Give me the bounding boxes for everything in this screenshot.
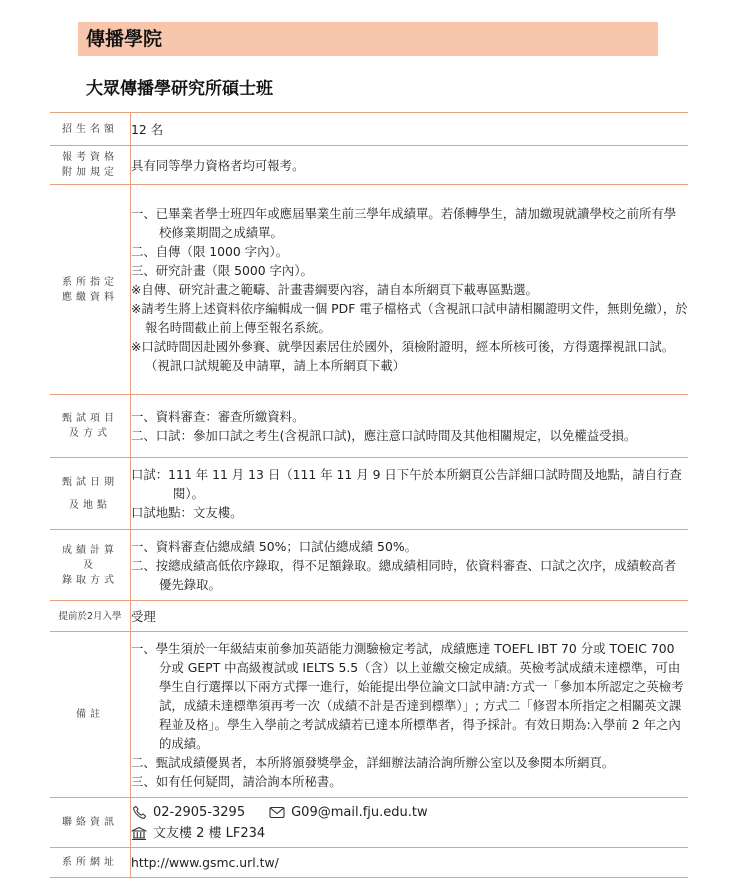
row-extra-requirements xyxy=(50,146,688,185)
note-item: 一、學生須於一年級結束前參加英語能力測驗檢定考試，成績應達 TOEFL IBT 70 分或 TOEIC 700 分或 GEPT 中高級複試或 IELTS 5.5（含）以上並繳交檢定成績。英檢考試成績未達標準，可由學生自行選擇以下兩方式擇一進行，始能提出學位論文口試申請:方式一「參加本所認定之英檢考試，成績未達標準須再考一次（成績不計是否達到標準）」; 方式二「修習本所指定之相關英文課程並及格」。學生入學前之考試成績若已達本所標準者，得予採計。有效日期為:入學前 2 年之內的成績。 xyxy=(131,640,684,751)
contact-phone[interactable]: 02-2905-3295 xyxy=(153,804,246,820)
row-notes xyxy=(50,632,688,798)
row-required-documents xyxy=(50,185,688,395)
contact-line-1 xyxy=(131,802,688,823)
value-exam-date xyxy=(131,458,689,530)
label-contact: 聯絡資訊 xyxy=(50,798,131,848)
exam-item: 一、資料審查：審查所繳資料。 xyxy=(131,409,305,424)
value-scoring xyxy=(131,530,689,601)
row-early-admission xyxy=(50,601,688,632)
contact-email[interactable]: G09@mail.fju.edu.tw xyxy=(291,804,428,820)
doc-item: 二、自傳（限 1000 字內）。 xyxy=(131,244,289,259)
label-required-documents: 系所指定 應繳資料 xyxy=(50,185,131,395)
note-item: 二、甄試成績優異者，本所將頒發獎學金，詳細辦法請洽詢所辦公室以及參閱本所網頁。 xyxy=(131,754,615,770)
note-item: 三、如有任何疑問，請洽詢本所秘書。 xyxy=(131,773,342,789)
label-quota: 招生名額 xyxy=(50,113,131,146)
phone-icon xyxy=(131,804,147,820)
doc-item: 一、已畢業者學士班四年或應屆畢業生前三學年成績單。若係轉學生，請加繳現就讀學校之前所有學校修業期間之成績單。 xyxy=(131,206,677,240)
exam-date-line: 口試：111 年 11 月 13 日（111 年 11 月 9 日下午於本所網頁公告詳細口試時間及地點，請自行查閱）。 xyxy=(131,467,682,501)
row-website xyxy=(50,848,688,878)
contact-line-2 xyxy=(131,823,688,844)
exam-location-line: 口試地點：文友樓。 xyxy=(131,505,243,520)
email-icon xyxy=(269,804,285,820)
building-icon xyxy=(131,825,147,841)
value-contact xyxy=(131,798,689,848)
label-website: 系所網址 xyxy=(50,848,131,878)
label-notes: 備註 xyxy=(50,632,131,798)
doc-item: ※請考生將上述資料依序編輯成一個 PDF 電子檔格式（含視訊口試申請相關證明文件，無則免繳），於報名時間截止前上傳至報名系統。 xyxy=(131,301,688,335)
row-quota xyxy=(50,113,688,146)
college-header: 傳播學院 xyxy=(78,22,658,56)
value-notes xyxy=(131,632,689,798)
doc-item: ※自傳、研究計畫之範疇、計畫書綱要內容，請自本所網頁下載專區點選。 xyxy=(131,282,538,297)
exam-item: 二、口試：參加口試之考生(含視訊口試)，應注意口試時間及其他相關規定，以免權益受損。 xyxy=(131,428,637,443)
doc-item: ※口試時間因赴國外參賽、就學因素居住於國外，須檢附證明，經本所核可後，方得選擇視訊口試。（視訊口試規範及申請單，請上本所網頁下載） xyxy=(131,339,675,373)
scoring-item: 二、按總成績高低依序錄取，得不足額錄取。總成績相同時，依資料審查、口試之次序，成績較高者優先錄取。 xyxy=(131,557,677,592)
scoring-item: 一、資料審查佔總成績 50%；口試佔總成績 50%。 xyxy=(131,538,417,554)
value-exam-method xyxy=(131,395,689,458)
value-required-documents xyxy=(131,185,689,395)
department-title: 大眾傳播學研究所碩士班 xyxy=(86,79,273,99)
value-extra-requirements: 具有同等學力資格者均可報考。 xyxy=(131,146,689,185)
label-exam-method: 甄試項目 及方式 xyxy=(50,395,131,458)
value-early-admission: 受理 xyxy=(131,601,689,632)
row-contact xyxy=(50,798,688,848)
value-quota: 12 名 xyxy=(131,113,689,146)
row-scoring xyxy=(50,530,688,601)
contact-address: 文友樓 2 樓 LF234 xyxy=(153,825,266,841)
admission-info-table xyxy=(50,112,688,878)
label-scoring: 成績計算 及 錄取方式 xyxy=(50,530,131,601)
label-extra-requirements: 報考資格 附加規定 xyxy=(50,146,131,185)
website-link[interactable]: http://www.gsmc.url.tw/ xyxy=(131,848,689,878)
label-exam-date: 甄試日期 及地點 xyxy=(50,458,131,530)
row-exam-method xyxy=(50,395,688,458)
label-early-admission: 提前於2月入學 xyxy=(50,601,131,632)
row-exam-date xyxy=(50,458,688,530)
doc-item: 三、研究計畫（限 5000 字內）。 xyxy=(131,263,313,278)
